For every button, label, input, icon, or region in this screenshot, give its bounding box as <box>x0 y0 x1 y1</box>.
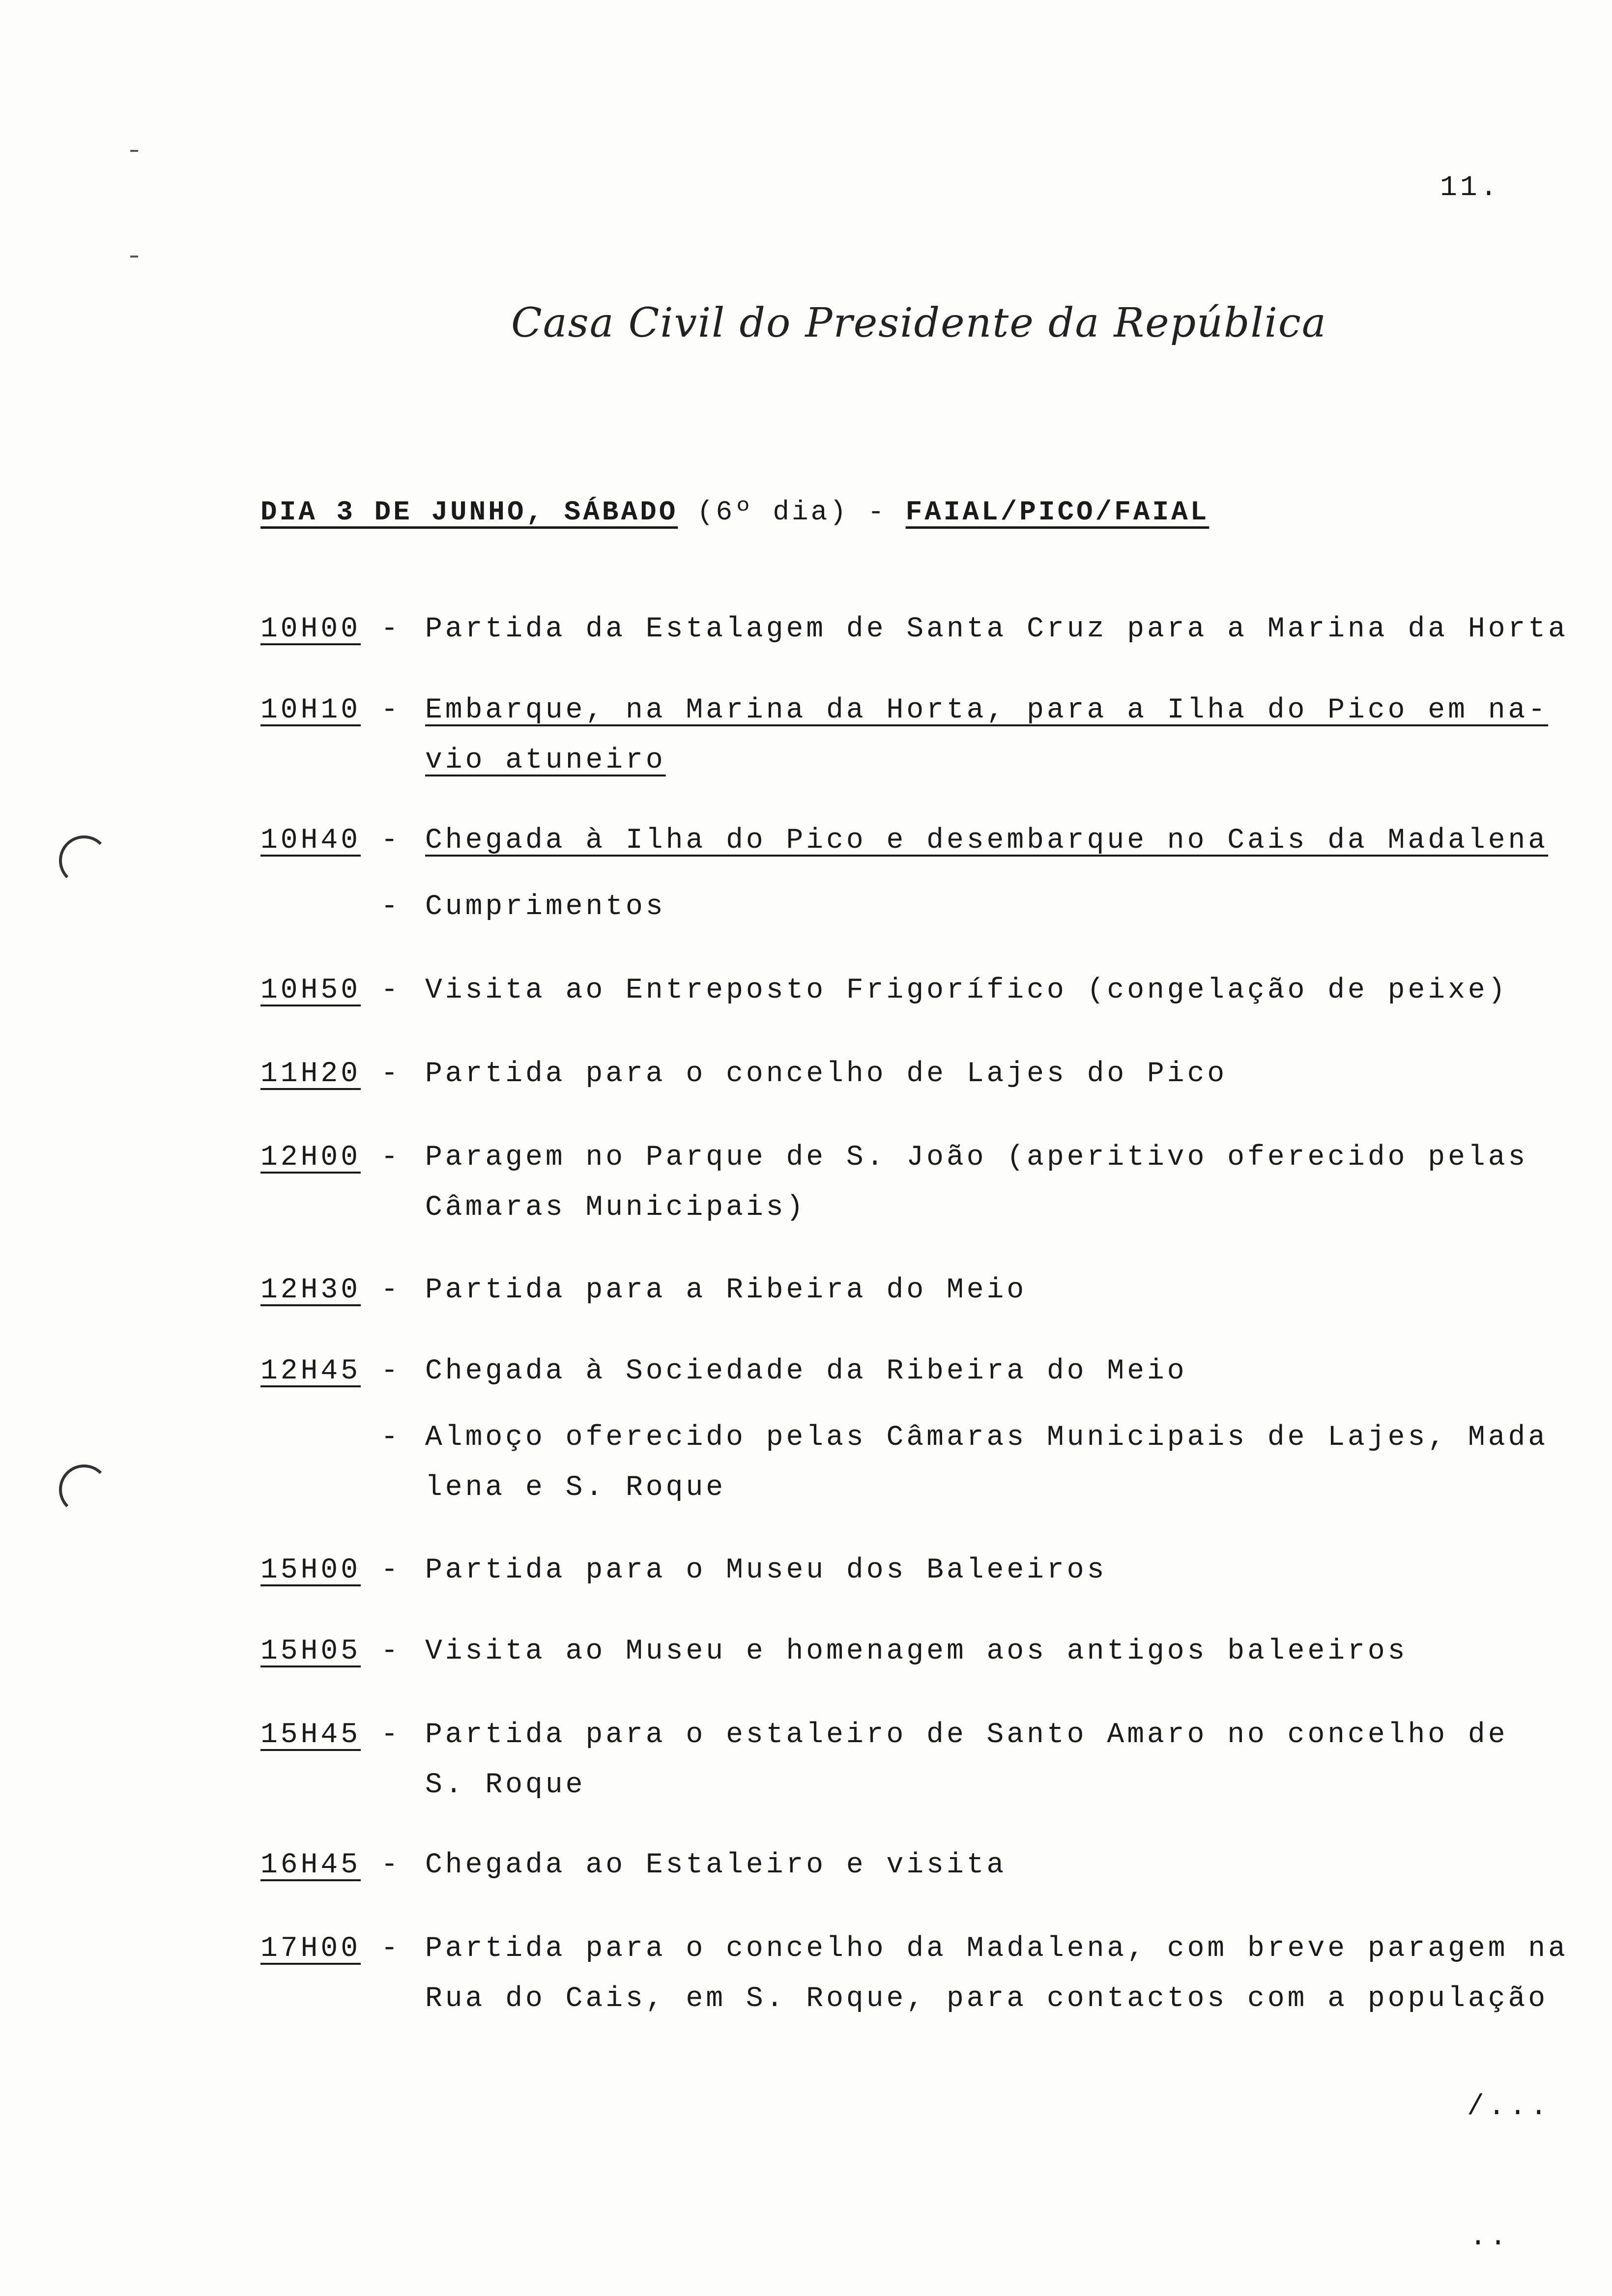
entry-description: Partida para a Ribeira do Meio <box>425 1274 1027 1306</box>
entry-dash: - <box>381 975 401 1006</box>
entry-dash: - <box>381 1636 401 1667</box>
margin-mark <box>130 256 138 258</box>
entry-dash: - <box>381 1933 401 1965</box>
entry-time: 10H40 <box>260 825 361 857</box>
punch-hole <box>59 835 109 886</box>
entry-dash: - <box>381 613 401 645</box>
punch-hole <box>59 1464 109 1515</box>
day-heading-count: (6º dia) <box>696 496 849 528</box>
entry-time: 16H45 <box>260 1849 361 1881</box>
entry-description: Partida para o Museu dos Baleeiros <box>425 1554 1107 1586</box>
entry-time: 10H00 <box>260 613 361 645</box>
day-heading <box>260 496 1209 528</box>
entry-time: 15H00 <box>260 1554 361 1586</box>
continuation-mark: /... <box>1467 2091 1552 2123</box>
entry-dash: - <box>381 1355 401 1387</box>
entry-description: Partida da Estalagem de Santa Cruz para a Marina da Horta <box>425 613 1568 645</box>
entry-description: Chegada à Ilha do Pico e desembarque no Cais da Madalena <box>425 825 1549 857</box>
entry-dash: - <box>381 694 401 726</box>
day-heading-separator: - <box>867 496 887 528</box>
entry-time: 10H50 <box>260 975 361 1006</box>
entry-dash: - <box>381 825 401 857</box>
entry-dash: - <box>381 1849 401 1881</box>
entry-dash: - <box>381 1719 401 1751</box>
entry-time: 12H00 <box>260 1142 361 1174</box>
entry-description: Chegada ao Estaleiro e visita <box>425 1849 1007 1881</box>
entry-time: 12H45 <box>260 1355 361 1387</box>
entry-dash: - <box>381 1554 401 1586</box>
entry-time: 17H00 <box>260 1933 361 1965</box>
entry-description: Chegada à Sociedade da Ribeira do Meio <box>425 1355 1187 1387</box>
entry-description: Visita ao Museu e homenagem aos antigos baleeiros <box>425 1636 1408 1667</box>
entry-dash: - <box>381 1274 401 1306</box>
entry-description: Paragem no Parque de S. João (aperitivo oferecido pelas Câmaras Municipais) <box>425 1142 1528 1224</box>
entry-time: 15H05 <box>260 1636 361 1667</box>
entry-description: Partida para o concelho da Madalena, com breve paragem na Rua do Cais, em S. Roque, para contactos com a população <box>425 1933 1568 2015</box>
day-heading-date: DIA 3 DE JUNHO, SÁBADO <box>260 496 678 528</box>
entry-dash: - <box>381 891 401 923</box>
entry-description: Cumprimentos <box>425 891 666 923</box>
bottom-dots: .. <box>1469 2221 1510 2253</box>
entry-description: Visita ao Entreposto Frigorífico (congelação de peixe) <box>425 975 1508 1006</box>
entry-description: Almoço oferecido pelas Câmaras Municipais de Lajes, Mada lena e S. Roque <box>425 1422 1549 1504</box>
entry-dash: - <box>381 1058 401 1090</box>
entry-time: 11H20 <box>260 1058 361 1090</box>
page-number: 11. <box>1440 172 1500 204</box>
entry-time: 12H30 <box>260 1274 361 1306</box>
margin-mark <box>130 150 138 152</box>
entry-description: Partida para o concelho de Lajes do Pico <box>425 1058 1228 1090</box>
entry-dash: - <box>381 1422 401 1454</box>
entry-time: 10H10 <box>260 694 361 726</box>
entry-dash: - <box>381 1142 401 1174</box>
day-heading-route: FAIAL/PICO/FAIAL <box>905 496 1209 528</box>
entry-description: Embarque, na Marina da Horta, para a Ilha do Pico em na- vio atuneiro <box>425 694 1549 776</box>
entry-description: Partida para o estaleiro de Santo Amaro no concelho de S. Roque <box>425 1719 1508 1801</box>
letterhead-signature: Casa Civil do Presidente da República <box>511 300 1327 346</box>
entry-time: 15H45 <box>260 1719 361 1751</box>
